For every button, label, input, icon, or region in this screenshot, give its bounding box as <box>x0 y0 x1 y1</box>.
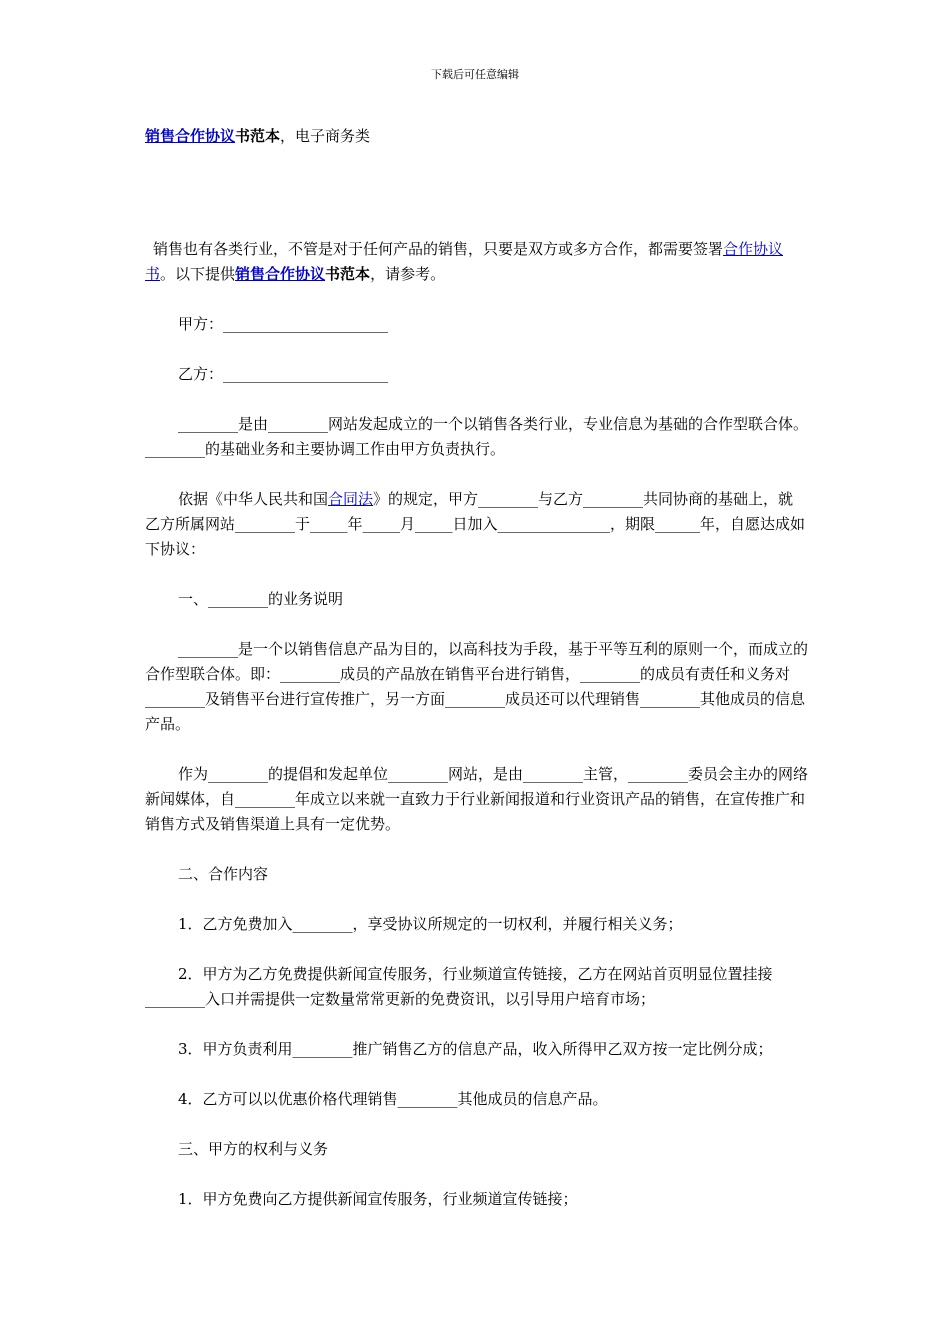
paragraph-1: ________是由________网站发起成立的一个以销售各类行业，专业信息为基础的合作型联合体。________的基础业务和主要协调工作由甲方负责执行。 <box>145 415 809 458</box>
section-2-item: 2．甲方为乙方免费提供新闻宣传服务，行业频道宣传链接，乙方在网站首页明显位置挂接________入口并需提供一定数量常常更新的免费资讯，以引导用户培育市场； <box>145 965 773 1008</box>
section-1-title: 一、________的业务说明 <box>178 590 344 608</box>
section-2-item: 3．甲方负责利用________推广销售乙方的信息产品，收入所得甲乙双方按一定比例分成； <box>178 1040 773 1058</box>
sales-agreement-link[interactable]: 销售合作协议 <box>235 265 326 283</box>
section-1-paragraph-1: ________是一个以销售信息产品为目的，以高科技为手段，基于平等互利的原则一个，而成立的合作型联合体。即：________成员的产品放在销售平台进行销售，________的成员有责任和义务对________及销售平台进行宣传推广，另一方面________成员还可以代理销售________其他成员的信息产品。 <box>145 640 809 733</box>
party-a-line: 甲方：______________________ <box>178 315 389 333</box>
title-link[interactable]: 销售合作协议 <box>145 127 236 145</box>
intro-bold: 书范本 <box>325 265 371 283</box>
intro-text-1: 销售也有各类行业，不管是对于任何产品的销售，只要是双方或多方合作，都需要签署 <box>153 240 724 258</box>
section-2-item: 1．乙方免费加入________，享受协议所规定的一切权利，并履行相关义务； <box>178 915 683 933</box>
page-header: 下载后可任意编辑 <box>431 68 519 81</box>
intro-paragraph <box>145 237 808 287</box>
title-bold: 书范本 <box>235 127 281 145</box>
intro-text-3: ，请参考。 <box>370 265 446 283</box>
party-b-line: 乙方：______________________ <box>178 365 389 383</box>
section-2-title: 二、合作内容 <box>178 865 269 883</box>
document-body <box>145 124 808 1237</box>
section-2-item: 4．乙方可以以优惠价格代理销售________其他成员的信息产品。 <box>178 1090 608 1108</box>
title-rest: ，电子商务类 <box>280 127 371 145</box>
intro-text-2: 。以下提供 <box>160 265 236 283</box>
para2-text-2: 》的规定，甲方________与乙方________共同协商的基础上，就乙方所属网站________于_____年_____月_____日加入_______________，期限______年，自愿达成如下协议： <box>145 490 806 558</box>
document-title <box>145 124 808 149</box>
paragraph-2 <box>145 487 808 562</box>
section-3-item: 1．甲方免费向乙方提供新闻宣传服务，行业频道宣传链接； <box>178 1190 578 1208</box>
section-1-paragraph-2: 作为________的提倡和发起单位________网站，是由________主管，________委员会主办的网络新闻媒体，自________年成立以来就一直致力于行业新闻报道和行业资讯产品的销售，在宣传推广和销售方式及销售渠道上具有一定优势。 <box>145 765 809 833</box>
section-3-title: 三、甲方的权利与义务 <box>178 1140 329 1158</box>
contract-law-link[interactable]: 合同法 <box>328 490 374 508</box>
para2-text-1: 依据《中华人民共和国 <box>178 490 329 508</box>
agreement-link[interactable]: 合作协议书 <box>145 240 784 283</box>
